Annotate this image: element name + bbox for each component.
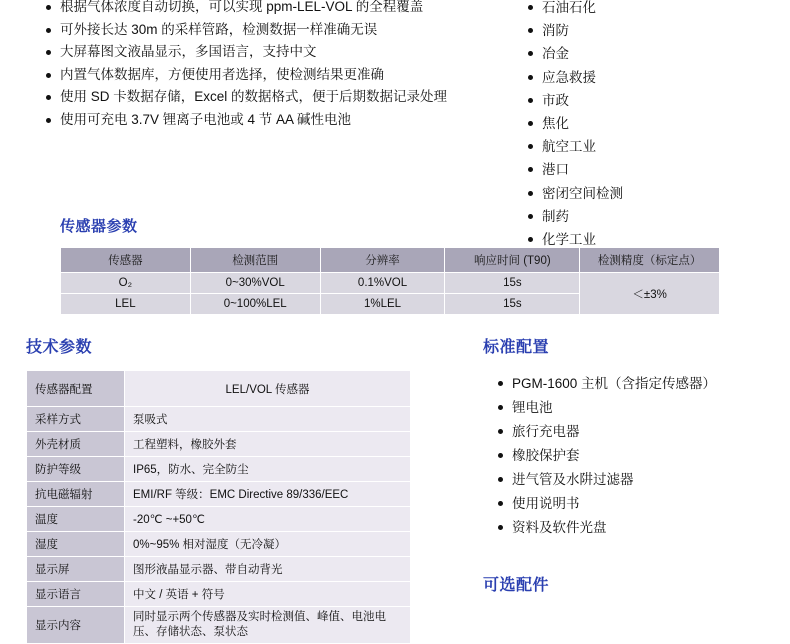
sensor-parameters-table bbox=[60, 247, 720, 315]
list-item: 石油石化 bbox=[542, 0, 770, 19]
applications-list-block bbox=[520, 0, 770, 251]
list-item: 资料及软件光盘 bbox=[512, 516, 770, 540]
cell-label: 显示语言 bbox=[27, 582, 125, 607]
list-item: 大屏幕图文液晶显示，多国语言，支持中文 bbox=[60, 41, 508, 64]
standard-config-block bbox=[490, 372, 770, 540]
cell-label: 湿度 bbox=[27, 532, 125, 557]
col-header-sensor: 传感器 bbox=[61, 248, 191, 273]
list-item: 应急救援 bbox=[542, 66, 770, 89]
features-list-block bbox=[38, 0, 508, 131]
list-item: 可外接长达 30m 的采样管路，检测数据一样准确无误 bbox=[60, 19, 508, 42]
applications-list bbox=[520, 0, 770, 251]
cell-sensor: LEL bbox=[61, 294, 191, 315]
col-header-response-time: 响应时间 (T90) bbox=[445, 248, 580, 273]
cell-label: 外壳材质 bbox=[27, 432, 125, 457]
cell-value: EMI/RF 等级：EMC Directive 89/336/EEC bbox=[125, 482, 411, 507]
col-header-resolution: 分辨率 bbox=[320, 248, 445, 273]
cell-label: 温度 bbox=[27, 507, 125, 532]
table-header-row bbox=[61, 248, 720, 273]
section-heading-sensor-params: 传感器参数 bbox=[60, 218, 138, 235]
list-item: 使用可充电 3.7V 锂离子电池或 4 节 AA 碱性电池 bbox=[60, 109, 508, 132]
table-row bbox=[27, 607, 411, 644]
list-item: PGM-1600 主机（含指定传感器） bbox=[512, 372, 770, 396]
cell-value: 同时显示两个传感器及实时检测值、峰值、电池电压、存储状态、泵状态 bbox=[125, 607, 411, 644]
list-item: 旅行充电器 bbox=[512, 420, 770, 444]
cell-value: 0%~95% 相对湿度（无冷凝） bbox=[125, 532, 411, 557]
cell-value: 中文 / 英语 + 符号 bbox=[125, 582, 411, 607]
table-row bbox=[27, 532, 411, 557]
cell-value: 泵吸式 bbox=[125, 407, 411, 432]
cell-response-time: 15s bbox=[445, 294, 580, 315]
list-item: 根据气体浓度自动切换，可以实现 ppm-LEL-VOL 的全程覆盖 bbox=[60, 0, 508, 19]
section-heading-tech-params: 技术参数 bbox=[26, 339, 93, 356]
cell-sensor: O₂ bbox=[61, 273, 191, 294]
cell-value: 工程塑料，橡胶外套 bbox=[125, 432, 411, 457]
cell-accuracy-merged: ＜±3% bbox=[580, 273, 720, 315]
table-row bbox=[61, 273, 720, 294]
technical-parameters-table bbox=[26, 370, 411, 644]
cell-label: 显示内容 bbox=[27, 607, 125, 644]
list-item: 化学工业 bbox=[542, 228, 770, 251]
cell-range: 0~100%LEL bbox=[190, 294, 320, 315]
cell-label: 显示屏 bbox=[27, 557, 125, 582]
cell-value: IP65，防水、完全防尘 bbox=[125, 457, 411, 482]
list-item: 内置气体数据库，方便使用者选择，使检测结果更准确 bbox=[60, 64, 508, 87]
list-item: 航空工业 bbox=[542, 135, 770, 158]
cell-resolution: 1%LEL bbox=[320, 294, 445, 315]
col-header-accuracy: 检测精度（标定点） bbox=[580, 248, 720, 273]
standard-config-list bbox=[490, 372, 770, 540]
cell-value: -20℃ ~+50℃ bbox=[125, 507, 411, 532]
table-row bbox=[27, 371, 411, 407]
table-row bbox=[27, 407, 411, 432]
cell-value: LEL/VOL 传感器 bbox=[125, 371, 411, 407]
list-item: 制药 bbox=[542, 205, 770, 228]
table-row bbox=[27, 557, 411, 582]
cell-label: 传感器配置 bbox=[27, 371, 125, 407]
table-row bbox=[27, 457, 411, 482]
list-item: 使用说明书 bbox=[512, 492, 770, 516]
cell-label: 抗电磁辐射 bbox=[27, 482, 125, 507]
section-heading-standard-config: 标准配置 bbox=[483, 339, 550, 356]
cell-range: 0~30%VOL bbox=[190, 273, 320, 294]
section-heading-optional-accessories: 可选配件 bbox=[483, 577, 550, 594]
features-list bbox=[38, 0, 508, 131]
table-row bbox=[27, 482, 411, 507]
cell-value: 图形液晶显示器、带自动背光 bbox=[125, 557, 411, 582]
list-item: 冶金 bbox=[542, 42, 770, 65]
col-header-range: 检测范围 bbox=[190, 248, 320, 273]
list-item: 焦化 bbox=[542, 112, 770, 135]
cell-response-time: 15s bbox=[445, 273, 580, 294]
cell-label: 防护等级 bbox=[27, 457, 125, 482]
table-row bbox=[27, 507, 411, 532]
list-item: 进气管及水阱过滤器 bbox=[512, 468, 770, 492]
list-item: 锂电池 bbox=[512, 396, 770, 420]
list-item: 港口 bbox=[542, 158, 770, 181]
cell-resolution: 0.1%VOL bbox=[320, 273, 445, 294]
list-item: 消防 bbox=[542, 19, 770, 42]
list-item: 橡胶保护套 bbox=[512, 444, 770, 468]
list-item: 使用 SD 卡数据存储，Excel 的数据格式，便于后期数据记录处理 bbox=[60, 86, 508, 109]
table-row bbox=[27, 582, 411, 607]
list-item: 市政 bbox=[542, 89, 770, 112]
cell-label: 采样方式 bbox=[27, 407, 125, 432]
list-item: 密闭空间检测 bbox=[542, 182, 770, 205]
table-row bbox=[27, 432, 411, 457]
